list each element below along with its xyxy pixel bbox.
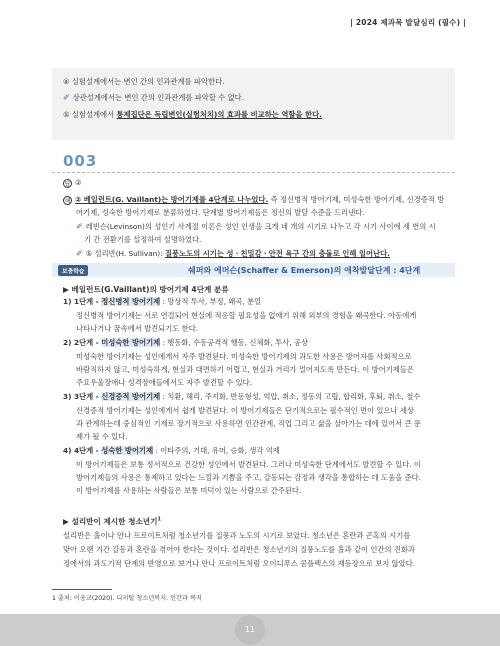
stage3-text-3: 제가 될 수 있다. bbox=[76, 432, 128, 441]
sullivan-text-2: 맞아 오랜 기간 갈등과 혼란을 겪어야 한다는 것이다. 설리반은 청소년기의 질풍노도를 홀과 같이 인간의 진화과 bbox=[63, 545, 415, 554]
stage1-text-1: 정신병적 방어기제는 서로 연결되어 현실에 적응할 필요성을 없애기 위해 외부의 경험을 왜곡한다. 아동에게 bbox=[76, 311, 417, 320]
wrong-mark-icon: ✐ bbox=[63, 93, 70, 102]
stage1-text-2: 나타나거나 꿈속에서 발견되기도 한다. bbox=[76, 324, 199, 333]
stage4-text-1: 이 방어기제들은 보통 정서적으로 건강한 성인에서 발견된다. 그러나 미성숙한 단계에서도 발견할 수 있다. 이 bbox=[76, 460, 421, 469]
answer-line: 답 ② bbox=[64, 178, 82, 188]
explain-line-2: 어기제, 성숙한 방어기제로 분류하였다. 단계별 방어기제들은 정신의 발달 수준을 드러낸다. bbox=[76, 208, 365, 217]
explain-icon: 해 bbox=[64, 197, 71, 205]
running-header: | 2024 제과목 발달심리 (필수) | bbox=[350, 18, 466, 27]
wrong-mark-icon: ✐ bbox=[76, 222, 83, 231]
wrong-mark-icon: ✐ bbox=[76, 249, 83, 258]
stage4-title: 4) 4단계 - 성숙한 방어기제 : 이타주의, 기대, 유머, 승화, 생각 억제 bbox=[63, 446, 280, 455]
stage2-text-2: 바람직하지 않고, 미성숙하게, 현실과 대면하기 어렵고, 현실과 거리가 멀어지도록 만든다. 이 방어기제들은 bbox=[76, 365, 414, 374]
sullivan-text-3: 정에서의 과도기적 단계의 반영으로 보거나 안나 프로이트처럼 오이디푸스 콤플렉스의 재등장으로 보지 않았다. bbox=[63, 559, 416, 568]
explain-line-1: 해 ② 베일런트(G. Vaillant)는 방어기제를 4단계로 나누었다. 즉 정신병적 방어기제, 미성숙한 방어기제, 신경증적 방 bbox=[64, 195, 445, 205]
stage2-title: 2) 2단계 - 미성숙한 방어기제 : 행동화, 수동공격적 행동, 신체화, 투사, 공상 bbox=[63, 338, 308, 347]
sullivan-title: ▶ 설리반이 제시한 청소년기$^1$ bbox=[63, 516, 161, 526]
supplement-title: 쉐퍼와 에머슨(Schaffer & Emerson)의 애착발달단계 : 4단계 bbox=[188, 266, 421, 275]
explain-line-4: 기 간 전환기를 설정하여 설명하였다. bbox=[84, 235, 202, 244]
box-line-2: ✐ 상관설계에서는 변인 간의 인과관계를 파악할 수 없다. bbox=[63, 93, 245, 102]
footnote-rule bbox=[52, 589, 112, 590]
answer-icon: 답 bbox=[64, 180, 71, 188]
stage3-text-2: 과 관계하는데 중심적인 기제로 장기적으로 사용하면 인간관계, 직업 그리고 삶을 살아가는 데에 있어서 큰 문 bbox=[76, 419, 421, 428]
footnote: 1 출처: 이웅교(2020). 디지털 청소년복지. 인간과 복지 bbox=[52, 595, 202, 602]
page-number: 11 bbox=[235, 615, 265, 645]
stage3-text-1: 신경증적 방어기제는 성인에게서 쉽게 발견된다. 이 방어기제들은 단기적으로는 필수적인 면이 있으나 세상 bbox=[76, 406, 414, 415]
vaillant-title: ▶ 베일런트(G.Vaillant)의 방어기제 4단계 분류 bbox=[63, 285, 229, 294]
stage1-title: 1) 1단계 - 정신병적 방어기제 : 망상적 투사, 부정, 왜곡, 분열 bbox=[63, 297, 262, 306]
box-line-3: ⑤ 실험설계에서 통제집단은 독립변인(실험처치)의 효과를 비교하는 역할을 한다. bbox=[63, 110, 322, 119]
supplement-tag: 보충학습 bbox=[58, 265, 88, 276]
sullivan-text-1: 설리반은 홀이나 안나 프로이트처럼 청소년기를 질풍과 노도의 시기로 보았다. 청소년은 혼란과 곤혹의 시기를 bbox=[63, 531, 411, 540]
question-number: 003 bbox=[63, 152, 98, 170]
divider bbox=[52, 172, 455, 173]
stage2-text-1: 미성숙한 방어기제는 성인에게서 자주 발견된다. 미성숙한 방어기제의 과도한 사용은 방어자를 사회적으로 bbox=[76, 352, 412, 361]
stage4-text-3: 이 방어기제를 사용하는 사람들은 보통 미덕이 있는 사람으로 간주된다. bbox=[76, 486, 302, 495]
stage3-title: 3) 3단계 - 신경증적 방어기제 : 치환, 해리, 주지화, 반동형성, 억압, 취소, 정동의 고립, 합리화, 후퇴, 취소, 철수 bbox=[63, 392, 421, 401]
stage4-text-2: 방어기제들의 사용은 통제하고 있다는 느낌과 기쁨을 주고, 갈등되는 감정과 생각을 통합하는 데 도움을 준다. bbox=[76, 473, 421, 482]
stage2-text-3: 주요우울장애나 성격장애들에서도 자주 발견할 수 있다. bbox=[76, 378, 253, 387]
box-line-1: ④ 실험설계에서는 변인 간의 인과관계를 파악한다. bbox=[63, 77, 225, 86]
explain-line-5: ✐ ⑤ 설리반(H. Sullivan): 질풍노도의 시기는 성ㆍ친밀감ㆍ안전 욕구 간의 충돌로 인해 일어난다. bbox=[76, 249, 390, 258]
explain-line-3: ✐ 레빈슨(Levinson)의 성인기 사계절 이론은 성인 인생을 크게 네 개의 시기로 나누고 각 시기 사이에 세 번의 시 bbox=[76, 222, 436, 231]
